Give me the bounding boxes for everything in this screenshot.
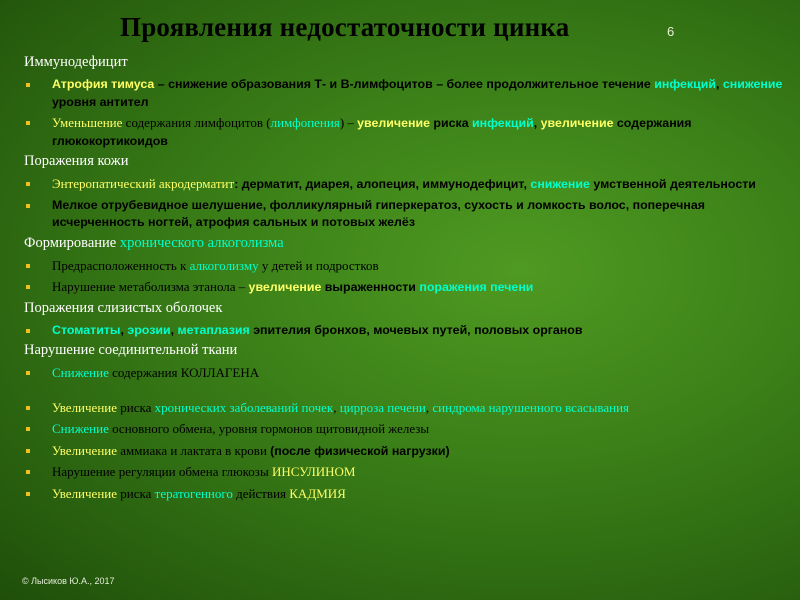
- bullet-text: Снижение: [52, 421, 109, 436]
- bullet-text: Предрасположенность к: [52, 257, 190, 273]
- bullet-text: ,: [120, 322, 128, 337]
- bullet-text: Нарушение метаболизма этанола –: [52, 279, 249, 294]
- bullet-text: эрозии: [127, 322, 171, 337]
- bullet-square-icon: [26, 264, 30, 268]
- bullet-text: метаплазия: [177, 322, 250, 337]
- bullet-square-icon: [26, 406, 30, 410]
- bullet-item: [24, 76, 784, 111]
- bullet-text: хронических заболеваний почек: [154, 399, 334, 415]
- bullet-item: [24, 197, 784, 232]
- bullet-text: эпителия бронхов, мочевых путей, половых органов: [249, 322, 583, 337]
- bullet-text: Снижение: [52, 365, 109, 380]
- bullet-text: поражения печени: [419, 280, 534, 294]
- bullet-text: Увеличение: [52, 485, 118, 501]
- bullet-text: КАДМИЯ: [289, 485, 346, 501]
- bullet-item: [24, 420, 784, 439]
- bullet-text: ИНСУЛИНОМ: [271, 464, 356, 479]
- section-heading-text: Формирование: [24, 234, 120, 251]
- bullet-text: ,: [533, 116, 541, 130]
- bullet-text: содержания глюкокортикоидов: [52, 116, 692, 148]
- copyright-footer: © Лысиков Ю.А., 2017: [22, 576, 115, 586]
- bullet-square-icon: [26, 329, 30, 333]
- slide-number: 6: [667, 24, 675, 39]
- bullet-text: алкоголизму: [189, 257, 259, 273]
- bullet-text: снижение: [530, 177, 590, 191]
- bullet-square-icon: [26, 492, 30, 496]
- bullet-text: Мелкое отрубевидное шелушение, фолликулярный гиперкератоз, сухость и ломкость волос, поперечная исчерченность ногтей, атрофия сальных и потовых желёз: [52, 197, 705, 229]
- bullet-text: Уменьшение: [52, 115, 123, 130]
- bullet-item: [24, 175, 784, 194]
- bullet-text: Нарушение регуляции обмена глюкозы: [52, 464, 272, 479]
- bullet-text: – снижение образования Т- и В-лимфоцитов – более продолжительное течение: [154, 77, 655, 91]
- bullet-square-icon: [26, 427, 30, 431]
- bullet-text: тератогенного: [154, 485, 233, 501]
- bullet-text: Атрофия тимуса: [52, 77, 155, 91]
- bullet-text: увеличение: [540, 116, 614, 130]
- bullet-text: ,: [425, 399, 433, 415]
- bullet-square-icon: [26, 121, 30, 125]
- bullet-square-icon: [26, 182, 30, 186]
- section-heading: Иммунодефицит: [24, 54, 128, 70]
- bullet-square-icon: [26, 449, 30, 453]
- bullet-square-icon: [26, 371, 30, 375]
- bullet-text: Стоматиты: [52, 322, 121, 337]
- bullet-text: содержания лимфоцитов (: [122, 115, 271, 130]
- bullet-item: [24, 278, 784, 297]
- section-heading: Поражения кожи: [24, 153, 129, 169]
- bullet-text: (после физической нагрузки): [270, 443, 450, 458]
- bullet-item: [24, 399, 784, 418]
- bullet-text: цирроза печени: [339, 399, 426, 415]
- bullet-square-icon: [26, 285, 30, 289]
- bullet-text: Увеличение: [52, 442, 118, 458]
- bullet-text: Энтеропатический акродерматит: [52, 176, 235, 191]
- bullet-text: содержания КОЛЛАГЕНА: [108, 365, 260, 380]
- section-heading: Нарушение соединительной ткани: [24, 342, 238, 358]
- bullet-text: ) –: [339, 115, 358, 130]
- section-heading-text: хронического алкоголизма: [119, 234, 284, 251]
- bullet-item: [24, 114, 784, 150]
- bullet-item: [24, 257, 784, 276]
- bullet-text: выраженности: [321, 280, 420, 294]
- bullet-text: умственной деятельности: [589, 177, 756, 191]
- slide-content: [24, 54, 784, 506]
- bullet-text: лимфопения: [270, 115, 340, 130]
- bullet-text: : дерматит, диарея, алопеция, иммунодефицит,: [234, 177, 531, 191]
- bullet-text: риска: [117, 399, 155, 415]
- bullet-text: увеличение: [357, 116, 430, 130]
- bullet-item: [24, 485, 784, 504]
- bullet-text: ,: [170, 322, 178, 337]
- bullet-item: [24, 364, 784, 383]
- bullet-text: риска: [117, 485, 155, 501]
- bullet-text: основного обмена, уровня гормонов щитовидной железы: [108, 421, 430, 436]
- bullet-text: снижение: [722, 77, 783, 91]
- bullet-text: ,: [715, 77, 723, 91]
- bullet-text: увеличение: [248, 280, 322, 294]
- slide-title: Проявления недостаточности цинка: [120, 12, 570, 42]
- bullet-square-icon: [26, 470, 30, 474]
- bullet-text: аммиака и лактата в крови: [117, 442, 271, 458]
- bullet-text: синдрома нарушенного всасывания: [432, 399, 630, 415]
- section-heading: [24, 235, 784, 252]
- bullet-text: инфекций: [472, 116, 534, 130]
- bullet-text: Увеличение: [52, 399, 118, 415]
- bullet-text: уровня антител: [52, 94, 149, 109]
- bullet-text: инфекций: [654, 77, 716, 91]
- bullet-text: ,: [333, 399, 340, 415]
- bullet-square-icon: [26, 83, 30, 87]
- bullet-item: [24, 463, 784, 482]
- bullet-text: риска: [429, 116, 473, 130]
- bullet-square-icon: [26, 204, 30, 208]
- section-heading: Поражения слизистых оболочек: [24, 299, 223, 316]
- bullet-text: действия: [232, 485, 290, 501]
- bullet-text: у детей и подростков: [258, 257, 379, 273]
- bullet-item: [24, 322, 784, 340]
- bullet-item: [24, 442, 784, 461]
